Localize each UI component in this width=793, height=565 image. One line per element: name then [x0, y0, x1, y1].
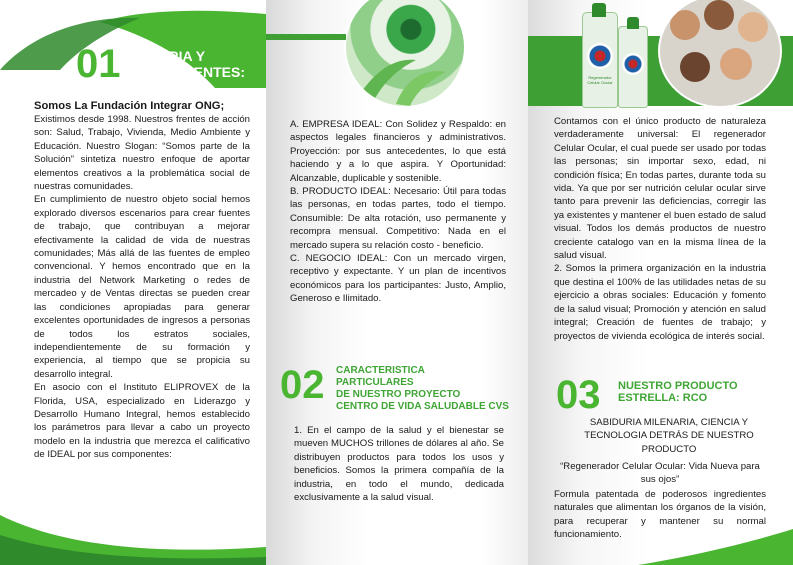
- product-quote: “Regenerador Celular Ocular: Vida Nueva para sus ojos”: [560, 461, 760, 486]
- product-bottle-small: [618, 26, 648, 108]
- panel-characteristics: [266, 0, 528, 565]
- list-item: C. NEGOCIO IDEAL: Con un mercado virgen, receptivo y expectante. Y un plan de incentivos económicos para los participantes: Justo, Amplio, Generoso e Ilimitado.: [290, 253, 506, 305]
- ideal-list: [290, 118, 506, 306]
- section-title: HISTORIA Y ANTECEDENTES:: [126, 48, 246, 80]
- product-closing: Formula patentada de poderosos ingredientes naturales que alimentan los órganos de la visión, para recuperar y mantener su normal funcionamiento.: [554, 489, 766, 541]
- top-green-band: [266, 34, 346, 40]
- point-2: 2. Somos la primera organización en la industria que destina el 100% de las utilidades netas de su ejercicio a obras sociales: Educación y fomento de la salud visual; Promoción y atención en salud integral; Creación de fuentes de trabajo; y proyectos de vivienda ecológica de interés social.: [554, 263, 766, 342]
- section-title: NUESTRO PRODUCTO ESTRELLA: RCO: [618, 380, 738, 404]
- product-label: Regenerador Celular Ocular: [587, 75, 613, 85]
- eye-aloe-image: [344, 0, 466, 108]
- section-number: 03: [556, 373, 601, 417]
- section-number: 02: [280, 363, 325, 407]
- list-item: A. EMPRESA IDEAL: Con Solidez y Respaldo: en aspectos legales financieros y administrativos. Proyección: por sus antecedentes, lo que está haciendo y a lo que aspira. Y Oportunidad: Alcanzable, duplicable y sostenible.: [290, 119, 506, 184]
- product-subtitle: SABIDURIA MILENARIA, CIENCIA Y TECNOLOGIA DETRÁS DE NUESTRO PRODUCTO: [584, 417, 754, 455]
- section-title: CARACTERISTICA PARTICULARES DE NUESTRO PROYECTO CENTRO DE VIDA SALUDABLE CVS: [336, 365, 509, 412]
- paragraph: Existimos desde 1998. Nuestros frentes de acción son: Salud, Trabajo, Vivienda, Medio Ambiente y Educación. Nuestro Slogan: “Somos parte de la Solución” sintetiza nuestro enfoque de aportar elementos creativos a la problemática social de nuestras comunidades.: [34, 114, 250, 193]
- paragraph: En asocio con el Instituto ELIPROVEX de la Florida, USA, especializado en Liderazgo y Desarrollo Humano Integral, hemos establecido los parámetros para llevar a cabo un proyecto modelo en la industria que merezca el calificativo de IDEAL por sus componentes:: [34, 382, 250, 461]
- aloe-leaf-icon: [346, 0, 464, 106]
- green-swoosh-bottom: [0, 495, 266, 565]
- point-1: 1. En el campo de la salud y el bienestar se mueven MUCHOS trillones de dólares al año. Se distribuyen productos para todos los usos y beneficios. Somos la primera compañía de la industria, en todo el mundo, dedicada exclusivamente a la salud visual.: [294, 425, 504, 504]
- list-item: B. PRODUCTO IDEAL: Necesario: Útil para todas las personas, en todas partes, todo el tiempo. Consumible: De alta rotación, uso permanente y recompra mensual. Competitivo: Nada en el mercado supera su relación costo - beneficio.: [290, 186, 506, 251]
- product-bottle: [582, 12, 618, 108]
- green-swoosh-bottom: [528, 525, 793, 565]
- section-number: 01: [76, 42, 121, 86]
- panel-history: [0, 0, 266, 565]
- panel-product: [528, 0, 793, 565]
- lead-text: Somos La Fundación Integrar ONG;: [34, 100, 225, 112]
- history-body: [34, 99, 250, 462]
- product-intro: Contamos con el único producto de naturaleza verdaderamente universal: El regenerador Celular Ocular, el cual puede ser usado por todas las personas; sin importar sexo, edad, ni condición física; En todas partes, durante toda su vida. Ya que por ser nutrición celular ocular sirve tanto para prevenir las deficiencias, corregir las ya existentes y mantener el buen estado de salud visual. Todos los demás productos de nuestro creciente catalogo van en la misma línea de la salud visual. 2. Somos la primera organización en la industria que destina el 100% de las utilidades netas de su ejercicio a obras sociales: Educación y fomento de la salud visual; Promoción y atención en salud integral; Creación de fuentes de trabajo; y proyectos de vivienda ecológica de interés social.: [554, 116, 766, 342]
- paragraph: En cumplimiento de nuestro objeto social hemos explorado diversos escenarios para crear fuentes de trabajo, que contribuyan a mejorar efectivamente la calidad de vida de nuestras comunidades; Más allá de las fuentes de empleo convencional. Y hemos encontrado que en la industria del Network Marketing o redes de mercadeo y de Ventas directas se pueden crear las condiciones apropiadas para generar excelentes oportunidades de ingresos a personas de todos los estratos sociales, independientemente de su formación y experiencia, al tiempo que se propicia su desarrollo integral.: [34, 194, 250, 380]
